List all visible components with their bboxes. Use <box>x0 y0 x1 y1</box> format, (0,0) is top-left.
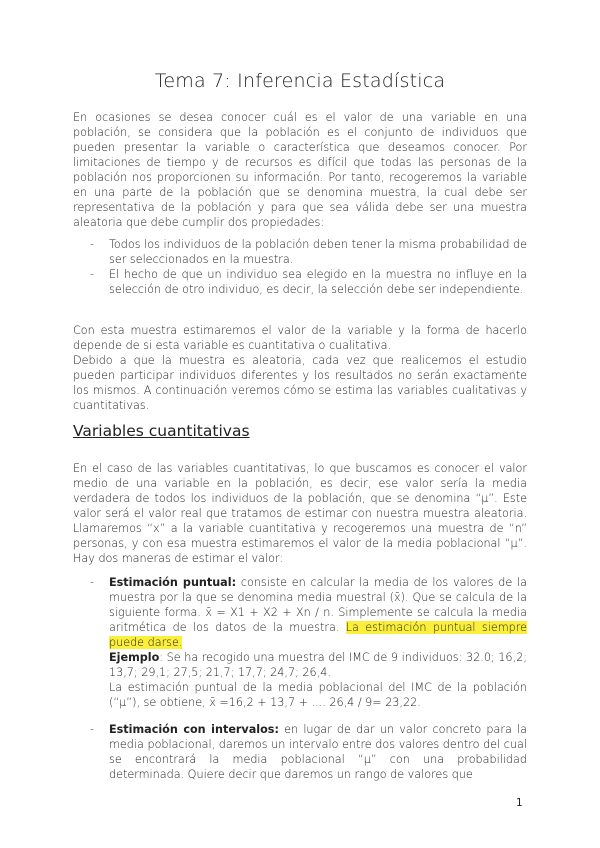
methods-list <box>73 575 527 794</box>
list-item: - Todos los individuos de la población deben tener la misma probabilidad de ser seleccionados en la muestra. <box>73 237 527 267</box>
list-item-interval-estimation <box>73 722 527 782</box>
properties-list <box>73 237 527 297</box>
example-label: Ejemplo <box>109 651 160 664</box>
interval-estimation-text: en lugar de dar un valor concreto para la media poblacional, daremos un intervalo entre dos valores dentro del cual se encontrará la media poblacional “μ” con una probabilidad determinada. Quiere decir que daremos un rango de valores que <box>109 723 527 781</box>
section-heading: Variables cuantitativas <box>73 422 250 440</box>
page-title: Tema 7: Inferencia Estadística <box>154 70 446 92</box>
page-number: 1 <box>516 797 523 809</box>
intro-paragraph: En ocasiones se desea conocer cuál es el valor de una variable en una población, se considera que la población es el conjunto de individuos que pueden presentar la variable o característica que deseamos conocer. Por limitaciones de tiempo y de recursos es difícil que todas las personas de la población nos proporcionen su información. Por tanto, recogeremos la variable en una parte de la población que se denomina muestra, la cual debe ser representativa de la población y para que sea válida debe ser una muestra aleatoria que debe cumplir dos propiedades: <box>73 111 527 229</box>
list-item: - El hecho de que un individuo sea elegido en la muestra no influye en la selección de otro individuo, es decir, la selección debe ser independiente. <box>73 267 527 297</box>
example-result: La estimación puntual de la media poblacional del IMC de la población (“μ”), se obtiene, x̄ =16,2 + 13,7 + .... 26,4 / 9= 23,22. <box>109 681 527 709</box>
estimation-paragraph: Debido a que la muestra es aleatoria, cada vez que realicemos el estudio pueden participar individuos diferentes y los resultados no serán exactamente los mismos. A continuación veremos cómo se estima las variables cualitativas y cuantitativas. <box>73 354 527 412</box>
highlighted-text: La estimación puntual siempre puede darse. <box>109 621 527 649</box>
example-text: : Se ha recogido una muestra del IMC de 9 individuos: 32.0; 16,2; 13,7; 29,1; 27,5; 21,7; 17,7; 24,7; 26,4. <box>109 651 527 679</box>
estimation-paragraph: Con esta muestra estimaremos el valor de la variable y la forma de hacerlo depende de si esta variable es cuantitativa o cualitativa. <box>73 324 527 352</box>
point-estimation-text: consiste en calcular la media de los valores de la muestra por la que se denomina media muestral (x̄). Que se calcula de la siguiente forma. x̄ = X1 + X2 + Xn / n. Simplemente se calcula la media aritmética de los datos de la muestra. <box>109 576 527 634</box>
interval-estimation-label: Estimación con intervalos: <box>109 723 279 736</box>
point-estimation-label: Estimación puntual: <box>109 576 237 589</box>
list-item-point-estimation <box>73 575 527 710</box>
estimation-paragraphs <box>73 323 527 413</box>
quantitative-paragraph: En el caso de las variables cuantitativas, lo que buscamos es conocer el valor medio de una variable en la población, es decir, ese valor sería la media verdadera de todos los individuos de la población, que se denomina “μ”. Este valor será el valor real que tratamos de estimar con nuestra muestra aleatoria. Llamaremos “x” a la variable cuantitativa y recogeremos una muestra de “n” personas, y con esa muestra estimaremos el valor de la media poblacional “μ”. Hay dos maneras de estimar el valor: <box>73 462 527 565</box>
